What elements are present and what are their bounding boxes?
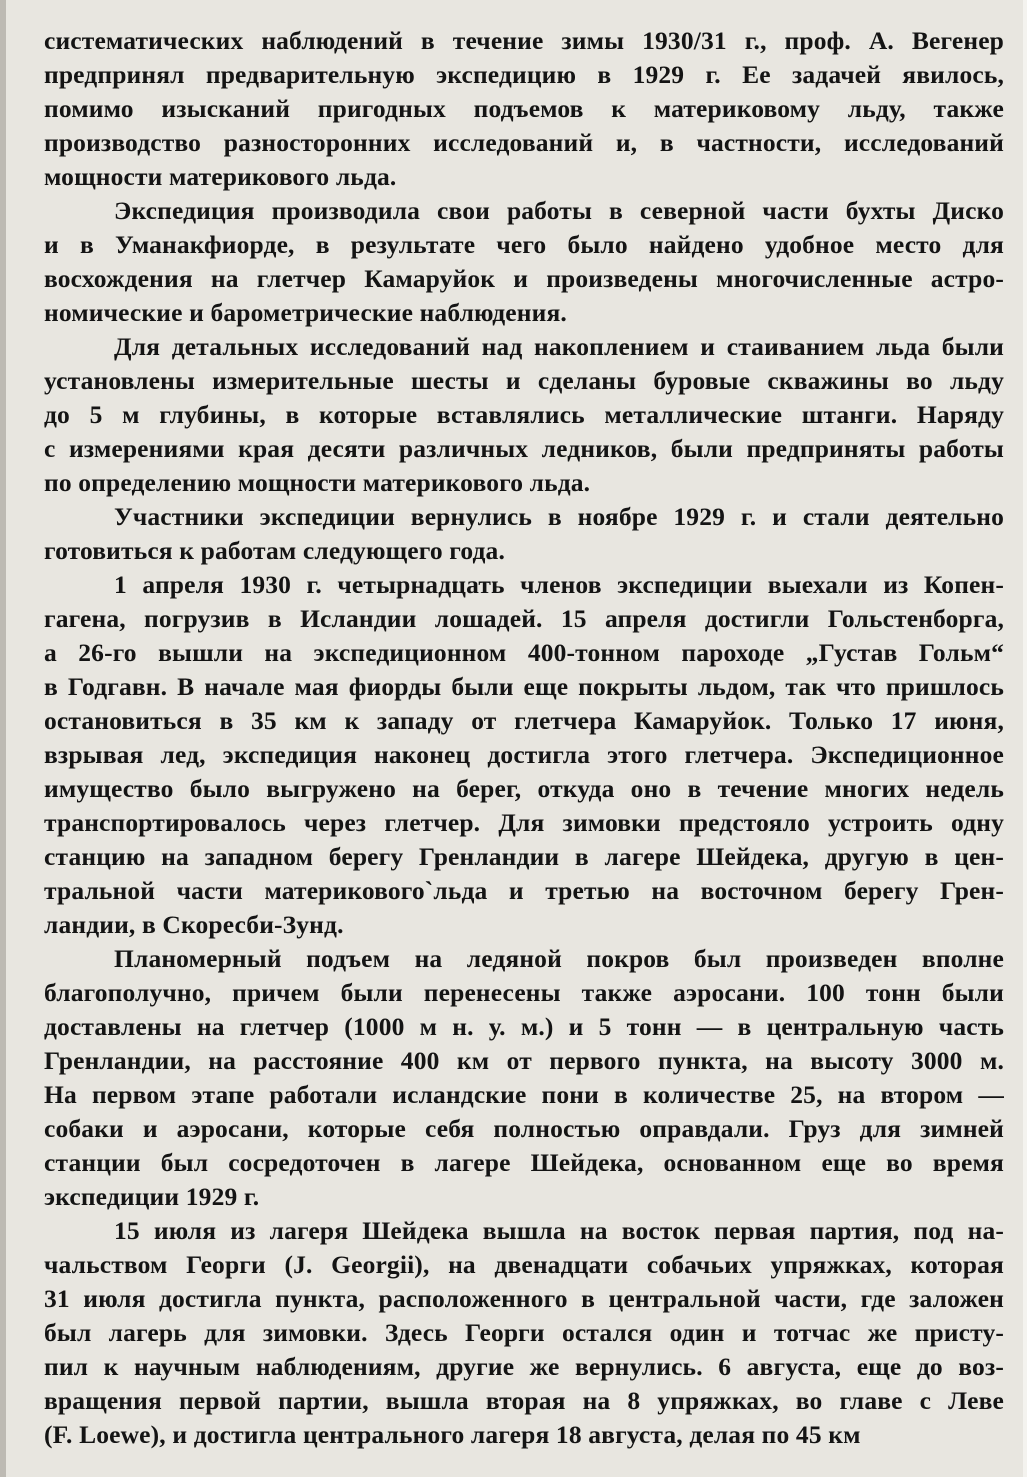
- paragraph: [44, 568, 1004, 942]
- text-line: станции был сосредоточен в лагере Шейдека, основанном еще во время: [44, 1148, 1004, 1177]
- text-line: Для детальных исследований над накоплением и стаиванием льда были: [114, 332, 1004, 361]
- text-line: Планомерный подъем на ледяной покров был произведен вполне: [114, 944, 1004, 973]
- text-line: производство разносторонних исследований и, в частности, исследований: [44, 128, 1004, 157]
- text-line: номические и барометрические наблюдения.: [44, 298, 567, 327]
- text-line: Гренландии, на расстояние 400 км от первого пункта, на высоту 3000 м.: [44, 1046, 1004, 1075]
- text-line: предпринял предварительную экспедицию в 1929 г. Ее задачей явилось,: [44, 60, 1004, 89]
- text-line: остановиться в 35 км к западу от глетчера Камаруйок. Только 17 июня,: [44, 706, 1004, 735]
- text-line: взрывая лед, экспедиция наконец достигла этого глетчера. Экспедиционное: [44, 740, 1004, 769]
- text-line: станцию на западном берегу Гренландии в лагере Шейдека, другую в цен-: [44, 842, 1004, 871]
- text-line: до 5 м глубины, в которые вставлялись металлические штанги. Наряду: [44, 400, 1004, 429]
- paragraph: [44, 1214, 1004, 1452]
- text-line: установлены измерительные шесты и сделаны буровые скважины во льду: [44, 366, 1004, 395]
- text-line: 1 апреля 1930 г. четырнадцать членов экспедиции выехали из Копен-: [114, 570, 1004, 599]
- text-line: был лагерь для зимовки. Здесь Георги остался один и тотчас же присту-: [44, 1318, 1004, 1347]
- text-line: транспортировалось через глетчер. Для зимовки предстояло устроить одну: [44, 808, 1004, 837]
- text-line: а 26-го вышли на экспедиционном 400-тонном пароходе „Густав Гольм“: [44, 638, 1004, 667]
- text-line: восхождения на глетчер Камаруйок и произведены многочисленные астро-: [44, 264, 1004, 293]
- text-line: в Годгавн. В начале мая фиорды были еще покрыты льдом, так что пришлось: [44, 672, 1004, 701]
- paragraph: [44, 330, 1004, 500]
- text-line: Участники экспедиции вернулись в ноябре 1929 г. и стали деятельно: [114, 502, 1004, 531]
- text-line: и в Уманакфиорде, в результате чего было найдено удобное место для: [44, 230, 1004, 259]
- text-line: ландии, в Скоресби-Зунд.: [44, 910, 344, 939]
- text-line: вращения первой партии, вышла вторая на 8 упряжках, во главе с Леве: [44, 1386, 1004, 1415]
- text-line: 31 июля достигла пункта, расположенного в центральной части, где заложен: [44, 1284, 1004, 1313]
- text-line: 15 июля из лагеря Шейдека вышла на восток первая партия, под на-: [114, 1216, 1004, 1245]
- body-text: [44, 24, 1004, 1452]
- text-line: готовиться к работам следующего года.: [44, 536, 505, 565]
- text-line: мощности материкового льда.: [44, 162, 397, 191]
- text-line: На первом этапе работали исландские пони в количестве 25, на втором —: [44, 1080, 1004, 1109]
- text-line: помимо изысканий пригодных подъемов к материковому льду, также: [44, 94, 1004, 123]
- text-line: благополучно, причем были перенесены также аэросани. 100 тонн были: [44, 978, 1004, 1007]
- text-line: имущество было выгружено на берег, откуда оно в течение многих недель: [44, 774, 1004, 803]
- text-line: доставлены на глетчер (1000 м н. у. м.) и 5 тонн — в центральную часть: [44, 1012, 1004, 1041]
- paragraph: [44, 24, 1004, 194]
- text-line: тральной части материкового`льда и третью на восточном берегу Грен-: [44, 876, 1004, 905]
- paragraph: [44, 942, 1004, 1214]
- text-line: систематических наблюдений в течение зимы 1930/31 г., проф. А. Вегенер: [44, 26, 1004, 55]
- text-line: по определению мощности материкового льда.: [44, 468, 591, 497]
- paragraph: [44, 194, 1004, 330]
- text-line: Экспедиция производила свои работы в северной части бухты Диско: [114, 196, 1004, 225]
- text-line: собаки и аэросани, которые себя полностью оправдали. Груз для зимней: [44, 1114, 1004, 1143]
- paragraph: [44, 500, 1004, 568]
- text-line: экспедиции 1929 г.: [44, 1182, 260, 1211]
- text-line: с измерениями края десяти различных ледников, были предприняты работы: [44, 434, 1004, 463]
- text-line: (F. Loewe), и достигла центрального лагеря 18 августа, делая по 45 км: [44, 1420, 861, 1449]
- text-line: чальством Георги (J. Georgii), на двенадцати собачьих упряжках, которая: [44, 1250, 1004, 1279]
- text-line: гагена, погрузив в Исландии лошадей. 15 апреля достигли Гольстенборга,: [44, 604, 1004, 633]
- text-line: пил к научным наблюдениям, другие же вернулись. 6 августа, еще до воз-: [44, 1352, 1004, 1381]
